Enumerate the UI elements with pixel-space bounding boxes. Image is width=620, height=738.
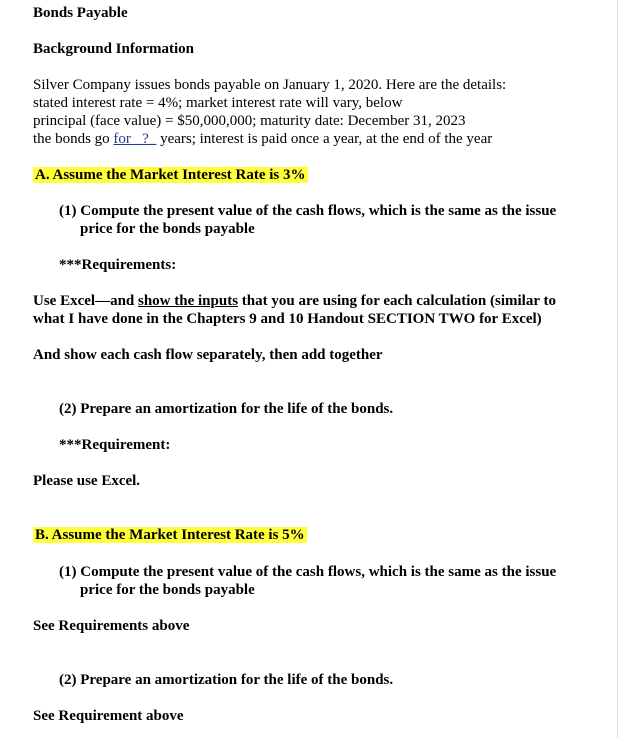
background-line-2: stated interest rate = 4%; market interest rate will vary, below bbox=[33, 95, 403, 111]
section-b-q1-line-1: (1) Compute the present value of the cash flows, which is the same as the issue bbox=[59, 564, 557, 580]
background-line-4-post: years; interest is paid once a year, at the end of the year bbox=[156, 131, 493, 147]
section-b-see-requirement: See Requirement above bbox=[33, 708, 184, 724]
section-a-requirements-heading: ***Requirements: bbox=[59, 257, 177, 273]
section-b-q2: (2) Prepare an amortization for the life of the bonds. bbox=[59, 672, 394, 688]
section-b-heading-text: B. Assume the Market Interest Rate is 5% bbox=[35, 527, 305, 543]
doc-title: Bonds Payable bbox=[33, 5, 128, 21]
background-line-4-pre: the bonds go bbox=[33, 131, 114, 147]
page-edge-divider bbox=[617, 0, 618, 738]
show-inputs-underlined: show the inputs bbox=[138, 293, 239, 309]
section-a-use-excel: Please use Excel. bbox=[33, 473, 141, 489]
section-b-heading bbox=[33, 526, 307, 544]
section-a-q2: (2) Prepare an amortization for the life of the bonds. bbox=[59, 401, 394, 417]
background-line-3: principal (face value) = $50,000,000; maturity date: December 31, 2023 bbox=[33, 113, 466, 129]
section-a-requirement-heading: ***Requirement: bbox=[59, 437, 171, 453]
section-a-q1-line-1: (1) Compute the present value of the cash flows, which is the same as the issue bbox=[59, 203, 557, 219]
section-b-q1-line-2: price for the bonds payable bbox=[80, 582, 255, 598]
years-blank-link[interactable]: for _?_ bbox=[113, 131, 157, 147]
background-heading: Background Information bbox=[33, 41, 195, 57]
req-line-1-post: that you are using for each calculation (similar to bbox=[238, 293, 556, 309]
background-line-4 bbox=[33, 130, 492, 148]
section-a-q1-line-2: price for the bonds payable bbox=[80, 221, 255, 237]
background-line-1: Silver Company issues bonds payable on January 1, 2020. Here are the details: bbox=[33, 77, 507, 93]
section-a-req-line-1 bbox=[33, 292, 556, 310]
section-a-heading bbox=[33, 166, 308, 184]
section-a-heading-text: A. Assume the Market Interest Rate is 3% bbox=[35, 167, 306, 183]
section-a-req-line-2: what I have done in the Chapters 9 and 10 Handout SECTION TWO for Excel) bbox=[33, 311, 542, 327]
section-b-see-requirements: See Requirements above bbox=[33, 618, 190, 634]
section-a-req-line-3: And show each cash flow separately, then add together bbox=[33, 347, 383, 363]
req-line-1-pre: Use Excel—and bbox=[33, 293, 138, 309]
